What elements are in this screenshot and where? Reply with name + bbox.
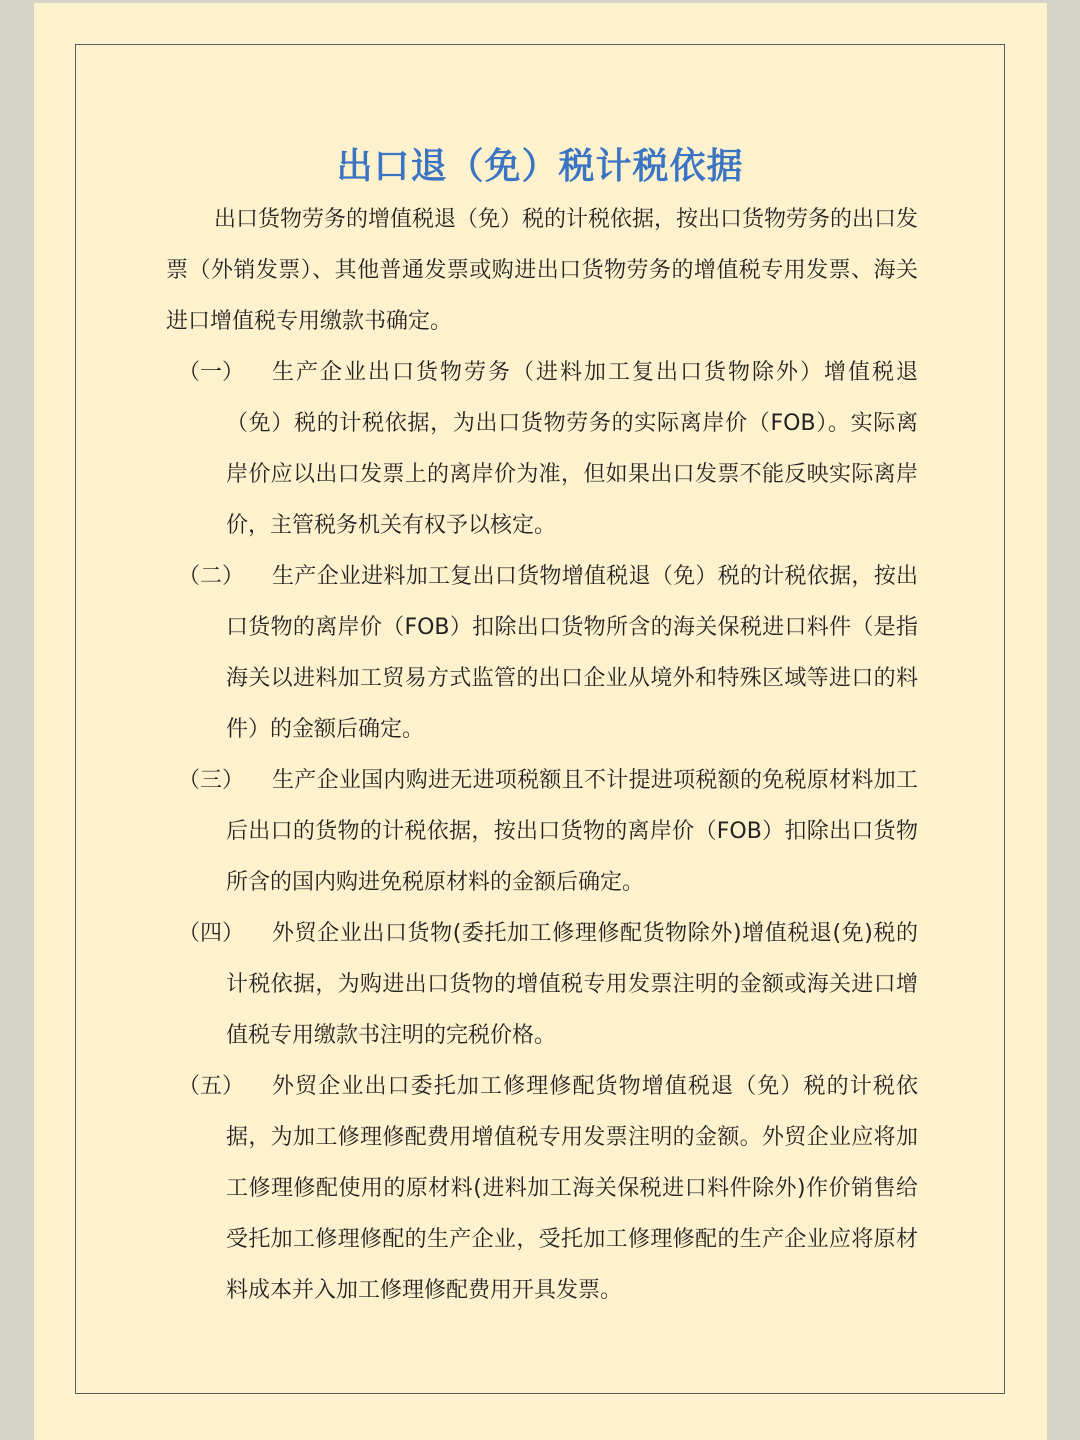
list-item-text: 生产企业出口货物劳务（进料加工复出口货物除外）增值税退（免）税的计税依据，为出口货物劳务的实际离岸价（FOB）。实际离岸价应以出口发票上的离岸价为准，但如果出口发票不能反映实际离岸价，主管税务机关有权予以核定。 — [226, 360, 918, 538]
list-item-text: 生产企业国内购进无进项税额且不计提进项税额的免税原材料加工后出口的货物的计税依据，按出口货物的离岸价（FOB）扣除出口货物所含的国内购进免税原材料的金额后确定。 — [226, 768, 918, 895]
list-item-number: （一） — [178, 360, 245, 385]
list-item-text: 生产企业进料加工复出口货物增值税退（免）税的计税依据，按出口货物的离岸价（FOB）扣除出口货物所含的海关保税进口料件（是指海关以进料加工贸易方式监管的出口企业从境外和特殊区域等进口的料件）的金额后确定。 — [226, 564, 918, 742]
list-item-number: （四） — [178, 921, 245, 946]
document-title: 出口退（免）税计税依据 — [336, 146, 744, 187]
list-item-number: （三） — [178, 768, 245, 793]
list-item-text: 外贸企业出口委托加工修理修配货物增值税退（免）税的计税依据，为加工修理修配费用增值税专用发票注明的金额。外贸企业应将加工修理修配使用的原材料(进料加工海关保税进口料件除外)作价销售给受托加工修理修配的生产企业，受托加工修理修配的生产企业应将原材料成本并入加工修理修配费用开具发票。 — [226, 1074, 918, 1303]
list-item-number: （五） — [178, 1074, 245, 1099]
list-item-text: 外贸企业出口货物(委托加工修理修配货物除外)增值税退(免)税的计税依据，为购进出口货物的增值税专用发票注明的金额或海关进口增值税专用缴款书注明的完税价格。 — [226, 921, 918, 1048]
list-item-number: （二） — [178, 564, 245, 589]
intro-paragraph: 出口货物劳务的增值税退（免）税的计税依据，按出口货物劳务的出口发票（外销发票）、其他普通发票或购进出口货物劳务的增值税专用发票、海关进口增值税专用缴款书确定。 — [166, 207, 919, 334]
